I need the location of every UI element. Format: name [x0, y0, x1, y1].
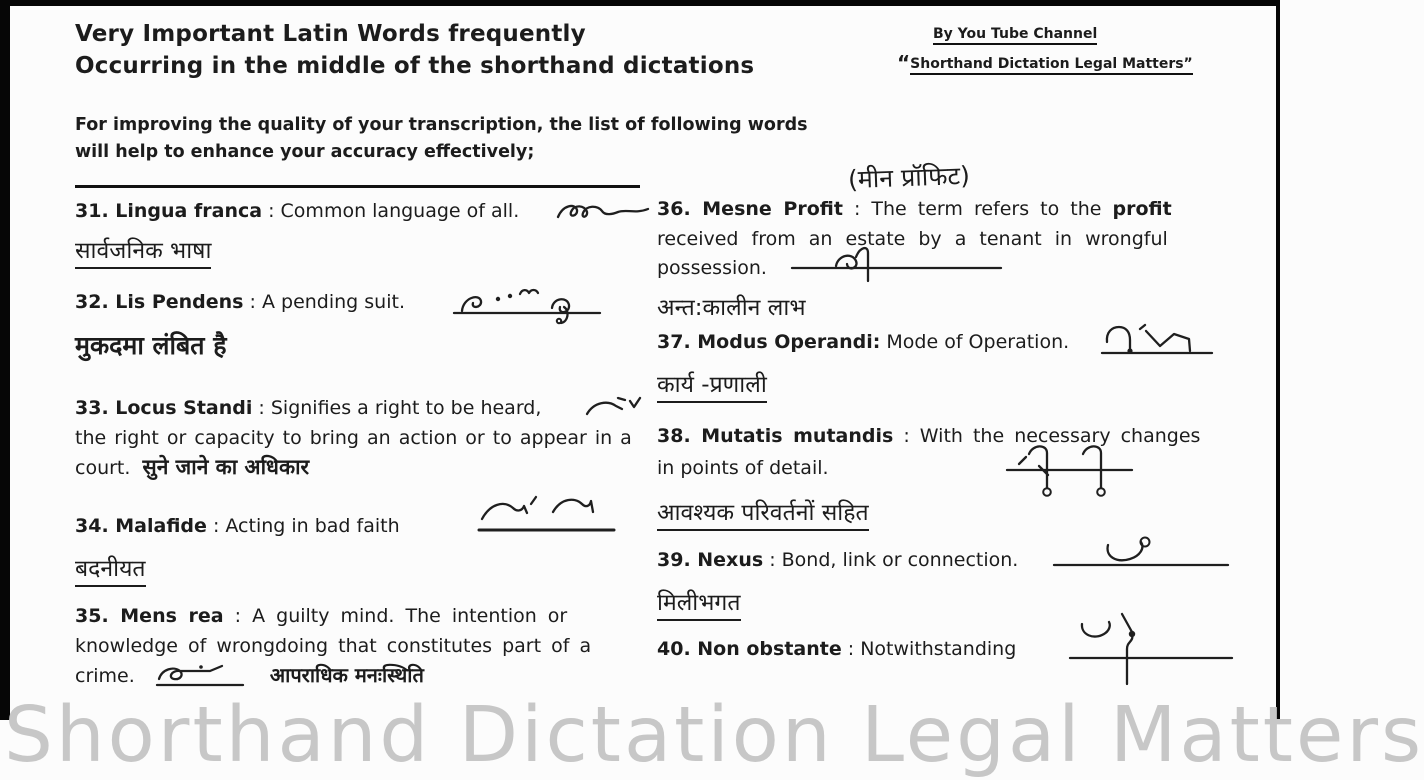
- entry-36-hindi: अन्त:कालीन लाभ: [657, 295, 806, 321]
- byline-channel: “Shorthand Dictation Legal Matters”: [897, 51, 1193, 75]
- entry-39-hindi: मिलीभगत: [657, 585, 741, 621]
- entry-33: [75, 394, 653, 484]
- entry-33-line1: 33. Locus Standi : Signifies a right to be heard,: [75, 397, 542, 419]
- shorthand-symbol-34-icon: [477, 486, 617, 536]
- page-title-line2: Occurring in the middle of the shorthand dictations: [75, 53, 755, 79]
- frame-edge-top: [0, 0, 1280, 6]
- entry-32-definition: : A pending suit.: [243, 291, 405, 313]
- shorthand-symbol-39-icon: [1052, 537, 1232, 573]
- entry-38-hindi: आवश्यक परिवर्तनों सहित: [657, 495, 869, 531]
- frame-edge-right: [1276, 0, 1280, 720]
- entry-33-term: 33. Locus Standi: [75, 397, 253, 419]
- entry-35-line2: knowledge of wrongdoing that constitutes part of a: [75, 634, 592, 657]
- entry-31-hindi: सार्वजनिक भाषा: [75, 233, 211, 269]
- watermark-text: Shorthand Dictation Legal Matters: [4, 691, 1424, 780]
- entry-35: [75, 602, 653, 692]
- page-title-line1: Very Important Latin Words frequently: [75, 21, 586, 47]
- entry-39-definition: : Bond, link or connection.: [763, 549, 1019, 571]
- entry-35-hindi: आपराधिक मनःस्थिति: [269, 663, 424, 687]
- entry-36-line1: 36. Mesne Profit : The term refers to the profit: [657, 198, 1172, 220]
- shorthand-symbol-33-icon: [584, 392, 646, 422]
- intro-line2: will help to enhance your accuracy effectively;: [75, 142, 535, 162]
- intro-line1: For improving the quality of your transcription, the list of following words: [75, 115, 808, 135]
- shorthand-symbol-38-icon: [1005, 430, 1135, 504]
- entry-40-definition: : Notwithstanding: [841, 638, 1017, 660]
- entry-34-hindi: बदनीयत: [75, 551, 146, 587]
- entry-37-definition: Mode of Operation.: [880, 331, 1070, 353]
- shorthand-symbol-40-icon: [1062, 594, 1237, 689]
- divider-line: [75, 185, 640, 188]
- entry-35-term: 35. Mens rea: [75, 605, 224, 627]
- entry-40: [657, 635, 1016, 665]
- entry-38-term: 38. Mutatis mutandis: [657, 425, 894, 447]
- entry-31: [75, 197, 519, 227]
- shorthand-symbol-37-icon: [1100, 318, 1215, 362]
- entry-33-line3: court. सुने जाने का अधिकार: [75, 455, 310, 479]
- entry-33-line2: the right or capacity to bring an action or to appear in a: [75, 426, 632, 449]
- entry-37: [657, 328, 1069, 358]
- entry-37-term: 37. Modus Operandi:: [657, 331, 881, 353]
- entry-34-definition: : Acting in bad faith: [206, 515, 400, 537]
- entry-36-line3: possession.: [657, 257, 767, 279]
- entry-34-term: 34. Malafide: [75, 515, 207, 537]
- entry-35-line3: crime. आपराधिक मनःस्थिति: [75, 663, 424, 687]
- frame-edge-left: [0, 0, 10, 720]
- entry-36-handwritten-note: (मीन प्रॉफिट): [847, 160, 971, 195]
- open-quote: “: [897, 51, 911, 75]
- shorthand-symbol-35-icon: [155, 662, 250, 688]
- entry-32: [75, 288, 405, 318]
- entry-36-line2: received from an estate by a tenant in wrongful: [657, 227, 1168, 250]
- entry-33-hindi: सुने जाने का अधिकार: [142, 455, 310, 479]
- entry-38-line1: 38. Mutatis mutandis : With the necessary changes: [657, 425, 1201, 447]
- entry-32-hindi: मुकदमा लंबित है: [75, 331, 227, 360]
- byline-label: By You Tube Channel: [933, 26, 1097, 42]
- entry-38-line2: in points of detail.: [657, 457, 829, 479]
- entry-37-hindi: कार्य -प्रणाली: [657, 367, 767, 403]
- shorthand-symbol-32-icon: [452, 280, 604, 324]
- entry-39: [657, 546, 1018, 576]
- entry-34: [75, 512, 400, 542]
- entry-38: [657, 420, 1233, 484]
- shorthand-symbol-36-icon: [790, 237, 1005, 283]
- entry-36-bold-word: profit: [1112, 198, 1172, 220]
- entry-31-definition: : Common language of all.: [262, 200, 520, 222]
- entry-32-term: 32. Lis Pendens: [75, 291, 244, 313]
- entry-31-term: 31. Lingua franca: [75, 200, 263, 222]
- entry-39-term: 39. Nexus: [657, 549, 764, 571]
- entry-35-line1: 35. Mens rea : A guilty mind. The intention or: [75, 605, 568, 627]
- shorthand-symbol-31-icon: [556, 197, 651, 225]
- entry-40-term: 40. Non obstante: [657, 638, 842, 660]
- entry-36-term: 36. Mesne Profit: [657, 198, 843, 220]
